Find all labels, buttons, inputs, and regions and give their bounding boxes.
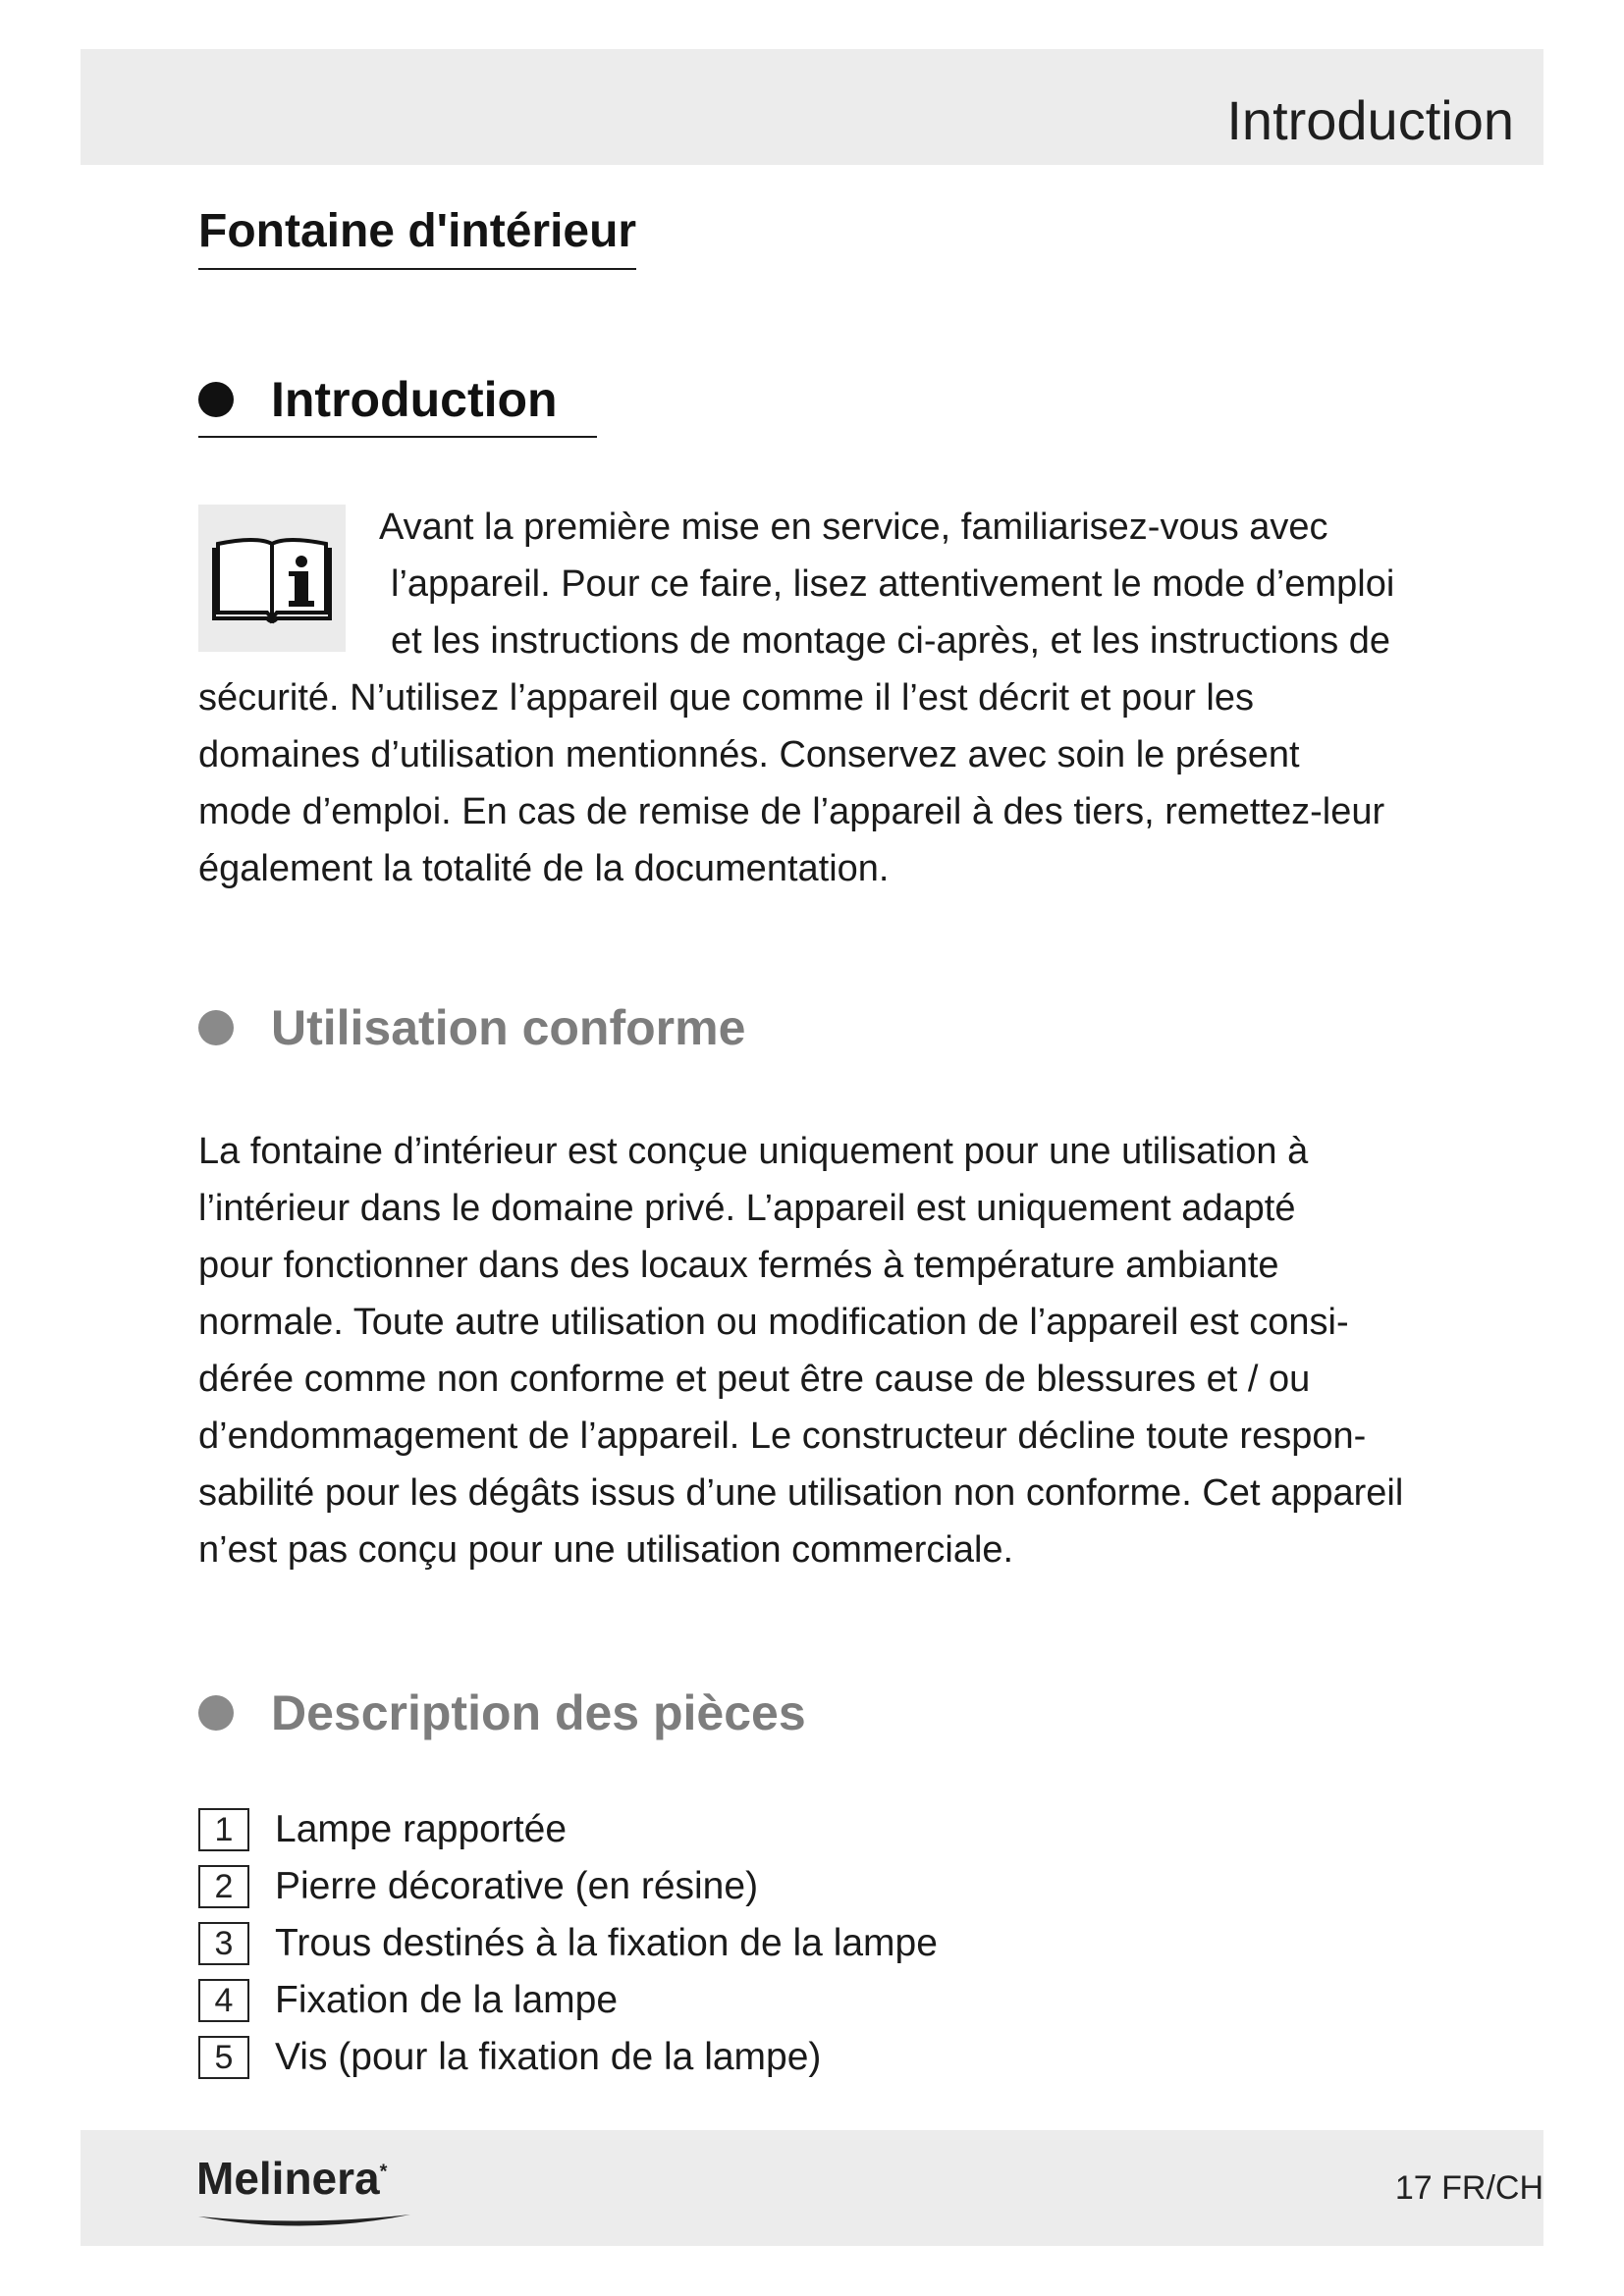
list-item <box>198 1915 938 1972</box>
part-label: Lampe rapportée <box>275 1808 568 1850</box>
intro-line-3: et les instructions de montage ci-après, et les instructions de <box>391 620 1391 662</box>
utilisation-line-1: La fontaine d’intérieur est conçue uniquement pour une utilisation à <box>198 1131 1309 1172</box>
intro-line-1: Avant la première mise en service, familiarisez-vous avec <box>379 507 1328 548</box>
section-heading-introduction <box>198 371 597 438</box>
part-number: 1 <box>198 1808 249 1851</box>
section-title: Utilisation conforme <box>271 1000 746 1055</box>
brand-mark: * <box>379 2161 388 2183</box>
part-label: Trous destinés à la fixation de la lampe <box>275 1922 938 1964</box>
list-item <box>198 1972 938 2029</box>
utilisation-line-7: sabilité pour les dégâts issus d’une utilisation non conforme. Cet appareil <box>198 1472 1404 1514</box>
part-number: 4 <box>198 1979 249 2022</box>
bullet-icon <box>198 382 234 417</box>
part-number: 5 <box>198 2036 249 2079</box>
utilisation-line-3: pour fonctionner dans des locaux fermés à température ambiante <box>198 1245 1279 1286</box>
section-title: Description des pièces <box>271 1685 806 1740</box>
intro-line-5: domaines d’utilisation mentionnés. Conservez avec soin le présent <box>198 734 1300 775</box>
utilisation-line-6: d’endommagement de l’appareil. Le constructeur décline toute respon- <box>198 1415 1367 1457</box>
page-number: 17 FR/CH <box>1394 2169 1543 2207</box>
section-pieces <box>198 1684 806 1741</box>
part-label: Pierre décorative (en résine) <box>275 1865 759 1907</box>
intro-line-6: mode d’emploi. En cas de remise de l’appareil à des tiers, remettez-leur <box>198 791 1385 832</box>
parts-list <box>198 1801 938 2086</box>
section-introduction <box>198 371 597 438</box>
brand-name: Melinera <box>196 2153 380 2204</box>
part-label: Fixation de la lampe <box>275 1979 619 2021</box>
bullet-icon <box>198 1010 234 1045</box>
intro-line-2: l’appareil. Pour ce faire, lisez attentivement le mode d’emploi <box>391 563 1395 605</box>
intro-line-4: sécurité. N’utilisez l’appareil que comme il l’est décrit et pour les <box>198 677 1255 719</box>
list-item <box>198 1858 938 1915</box>
list-item <box>198 2029 938 2086</box>
utilisation-paragraph <box>198 1123 1403 1578</box>
document-title: Fontaine d'intérieur <box>198 204 636 270</box>
bullet-icon <box>198 1695 234 1731</box>
utilisation-line-4: normale. Toute autre utilisation ou modification de l’appareil est consi- <box>198 1302 1349 1343</box>
info-book-icon <box>198 505 346 652</box>
part-label: Vis (pour la fixation de la lampe) <box>275 2036 822 2078</box>
section-utilisation <box>198 999 745 1056</box>
header-title: Introduction <box>1226 89 1514 151</box>
utilisation-line-2: l’intérieur dans le domaine privé. L’appareil est uniquement adapté <box>198 1188 1296 1229</box>
intro-line-7: également la totalité de la documentation. <box>198 848 890 889</box>
utilisation-line-8: n’est pas conçu pour une utilisation commerciale. <box>198 1529 1014 1571</box>
part-number: 2 <box>198 1865 249 1908</box>
brand-logo <box>196 2152 387 2205</box>
list-item <box>198 1801 938 1858</box>
section-heading-pieces <box>198 1684 806 1741</box>
intro-paragraph <box>198 669 1384 897</box>
part-number: 3 <box>198 1922 249 1965</box>
utilisation-line-5: dérée comme non conforme et peut être cause de blessures et / ou <box>198 1359 1311 1400</box>
section-title: Introduction <box>271 372 558 427</box>
section-heading-utilisation <box>198 999 745 1056</box>
brand-swoosh-icon <box>196 2211 412 2234</box>
